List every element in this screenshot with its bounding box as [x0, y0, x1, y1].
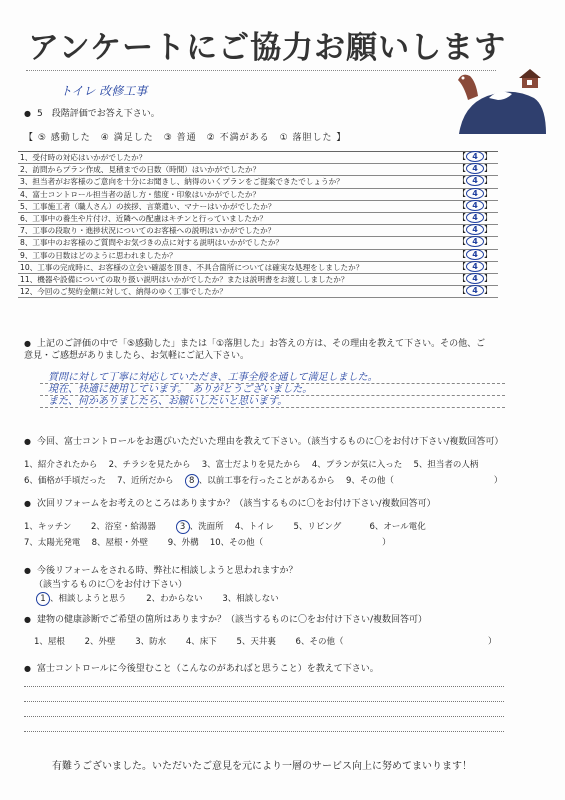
request-line[interactable]: [24, 715, 504, 717]
request-prompt: [24, 661, 379, 674]
answer-field[interactable]: [458, 224, 492, 235]
answer-value[interactable]: 4: [466, 285, 484, 296]
question-row: [18, 152, 498, 164]
answer-bracket-close: 】: [484, 286, 492, 296]
question-row: [18, 176, 498, 188]
title-underline: [26, 70, 496, 71]
answer-bracket-close: 】: [484, 212, 492, 222]
handwritten-subject: トイレ 改修工事: [60, 84, 148, 98]
answer-bracket-close: 】: [484, 225, 492, 235]
section-rating-label: 5 段階評価でお答え下さい。: [36, 109, 160, 119]
answer-bracket-open: 【: [458, 212, 466, 222]
selected-option-circle[interactable]: 1: [36, 592, 50, 606]
answer-bracket-open: 【: [458, 261, 466, 271]
answer-value[interactable]: 4: [466, 212, 484, 223]
answer-value[interactable]: 4: [466, 224, 484, 235]
answer-field[interactable]: [458, 236, 492, 247]
answer-bracket-close: 】: [484, 188, 492, 198]
selected-option-circle[interactable]: 3: [176, 520, 190, 534]
request-prompt-text: 富士コントロールに今後望むこと（こんなのがあればと思うこと）を教えて下さい。: [36, 664, 379, 674]
answer-value[interactable]: 4: [466, 163, 484, 174]
answer-value[interactable]: 4: [466, 273, 484, 284]
diagnosis-options[interactable]: 1、屋根 2、外壁 3、防水 4、床下 5、天井裏 6、その他（ ）: [34, 637, 497, 647]
comment-line[interactable]: また、何かありましたら、お願いしたいと思います。: [40, 396, 505, 408]
answer-bracket-open: 【: [458, 152, 466, 161]
answer-field[interactable]: [458, 175, 492, 186]
consult-prompt-text: 今後リフォームをされる時、弊社に相談しようと思われますか？: [36, 566, 298, 576]
question-row: [18, 164, 498, 176]
question-text: 12、今回のご契約金額に対して、納得のゆく工事でしたか？: [20, 287, 227, 297]
answer-field[interactable]: [458, 249, 492, 260]
next-reform-options-text: 、洗面所 4、トイレ 5、リビング 6、オール電化: [189, 522, 426, 532]
answer-bracket-open: 【: [458, 225, 466, 235]
next-reform-options-text: 1、キッチン 2、浴室・給湯器: [24, 522, 176, 532]
question-row: [18, 237, 498, 249]
consult-sub: （該当するものに〇をお付け下さい）: [34, 580, 188, 590]
question-text: 6、工事中の養生や片付け、近隣への配慮はキチンと行っていましたか？: [20, 213, 268, 223]
answer-value[interactable]: 4: [466, 236, 484, 247]
question-text: 4、富士コントロール担当者の話し方・態度・印象はいかがでしたか？: [20, 189, 261, 199]
question-row: [18, 225, 498, 237]
bullet-icon: ●: [24, 615, 31, 624]
comment-line[interactable]: 現在、快適に使用しています。 ありがとうございました。: [40, 384, 505, 396]
question-row: [18, 189, 498, 201]
answer-value[interactable]: 4: [466, 188, 484, 199]
reason-options-text: 、以前工事を行ったことがあるから 9、その他（: [198, 476, 394, 486]
answer-bracket-open: 【: [458, 200, 466, 210]
reason-options-text: ）: [493, 476, 503, 486]
request-line[interactable]: [24, 730, 504, 732]
answer-bracket-close: 】: [484, 176, 492, 186]
question-row: [18, 201, 498, 213]
answer-field[interactable]: [458, 200, 492, 211]
request-line[interactable]: [24, 700, 504, 702]
question-text: 9、工事の日数はどのように思われましたか？: [20, 250, 177, 260]
reason-options-line1[interactable]: 1、紹介されたから 2、チラシを見たから 3、富士だよりを見たから 4、プランが気に入った 5、担当者の人柄: [24, 460, 479, 470]
answer-bracket-close: 】: [484, 249, 492, 259]
mascot-eye: [462, 77, 465, 80]
next-reform-options-line1[interactable]: [24, 520, 426, 534]
question-row: [18, 274, 498, 286]
request-line[interactable]: [24, 685, 504, 687]
answer-bracket-open: 【: [458, 237, 466, 247]
comment-prompt-text: 上記のご評価の中で「⑤感動した」または「①落胆した」お答えの方は、その理由を教えて下さい。その他、ご意見・ご感想がありましたら、お気軽にご記入下さい。: [24, 339, 486, 361]
answer-value[interactable]: 4: [466, 200, 484, 211]
reason-options-text: 6、価格が手頃だった 7、近所だから: [24, 476, 185, 486]
question-text: 10、工事の完成時に、お客様の立会い確認を頂き、不具合箇所については確実な処理をしましたか？: [20, 262, 364, 272]
answer-bracket-close: 】: [484, 261, 492, 271]
rating-legend: 【 ⑤ 感動した ④ 満足した ③ 普通 ② 不満がある ① 落胆した 】: [24, 133, 347, 143]
section-rating-heading: [24, 106, 160, 119]
answer-field[interactable]: [458, 188, 492, 199]
answer-bracket-open: 【: [458, 273, 466, 283]
reason-prompt-text: 今回、富士コントロールをお選びいただいた理由を教えて下さい。（該当するものに〇をお付け下さい/複数回答可）: [36, 437, 504, 447]
diagnosis-prompt-text: 建物の健康診断でご希望の箇所はありますか？（該当するものに〇をお付け下さい/複数回答可）: [36, 615, 428, 625]
mascot-roof: [519, 69, 541, 78]
answer-bracket-open: 【: [458, 286, 466, 296]
bullet-icon: ●: [24, 109, 31, 118]
answer-bracket-close: 】: [484, 200, 492, 210]
question-text: 11、機器や設備についての取り扱い説明はいかがでしたか？または説明書をお渡ししましたか？: [20, 274, 349, 284]
next-reform-prompt: [24, 496, 436, 509]
answer-bracket-close: 】: [484, 237, 492, 247]
answer-bracket-open: 【: [458, 176, 466, 186]
question-text: 2、訪問からプラン作成、見積までの日数（時間）はいかがでしたか？: [20, 165, 261, 175]
question-row: [18, 250, 498, 262]
diagnosis-prompt: [24, 612, 427, 625]
bullet-icon: ●: [24, 664, 31, 673]
bullet-icon: ●: [24, 437, 31, 446]
answer-bracket-close: 】: [484, 152, 492, 161]
question-row: [18, 213, 498, 225]
answer-value[interactable]: 4: [466, 261, 484, 272]
answer-bracket-open: 【: [458, 249, 466, 259]
question-text: 3、担当者がお客様のご意向を十分にお聞きし、納得のいくプランをご提案できたでしょうか？: [20, 177, 344, 187]
answer-value[interactable]: 4: [466, 151, 484, 162]
reason-options-line2[interactable]: [24, 474, 502, 488]
answer-value[interactable]: 4: [466, 249, 484, 260]
answer-field[interactable]: [458, 163, 492, 174]
consult-options[interactable]: [36, 592, 279, 606]
answer-field[interactable]: [458, 212, 492, 223]
reason-prompt: [24, 434, 503, 447]
question-row: [18, 262, 498, 274]
bullet-icon: ●: [24, 499, 31, 508]
answer-field[interactable]: [458, 285, 492, 296]
answer-bracket-close: 】: [484, 273, 492, 283]
question-text: 1、受付時の対応はいかがでしたか？: [20, 153, 147, 162]
mascot-window: [527, 80, 532, 85]
answer-bracket-open: 【: [458, 164, 466, 174]
bullet-icon: ●: [24, 339, 31, 348]
comment-area[interactable]: [40, 372, 505, 408]
page-title: アンケートにご協力お願いします: [28, 30, 507, 66]
bullet-icon: ●: [24, 566, 31, 575]
answer-value[interactable]: 4: [466, 175, 484, 186]
answer-field[interactable]: [458, 273, 492, 284]
question-row: [18, 286, 498, 298]
question-text: 5、工事施工者（職人さん）の挨拶、言葉遣い、マナーはいかがでしたか？: [20, 201, 276, 211]
next-reform-prompt-text: 次回リフォームをお考えのところはありますか？（該当するものに〇をお付け下さい/複数回答可）: [36, 499, 436, 509]
selected-option-circle[interactable]: 8: [185, 474, 199, 488]
answer-bracket-open: 【: [458, 188, 466, 198]
next-reform-options-line2[interactable]: 7、太陽光発電 8、屋根・外壁 9、外構 10、その他（ ）: [24, 538, 391, 548]
mascot-illustration: [454, 66, 549, 136]
consult-prompt: [24, 563, 298, 576]
question-text: 7、工事の段取り・進捗状況についてのお客様への説明はいかがでしたか？: [20, 226, 276, 236]
question-text: 8、工事中のお客様のご質問やお気づきの点に対する説明はいかがでしたか？: [20, 238, 284, 248]
answer-field[interactable]: [458, 151, 492, 162]
consult-options-text: 、相談しようと思う 2、わからない 3、相談しない: [50, 594, 279, 604]
mascot-head: [458, 75, 478, 100]
comment-line[interactable]: 質問に対して丁寧に対応していただき、工事全般を通して満足しました。: [40, 372, 505, 384]
thank-you-footer: 有難うございました。いただいたご意見を元により一層のサービス向上に努めてまいります！: [52, 761, 472, 772]
answer-bracket-close: 】: [484, 164, 492, 174]
question-table: [18, 151, 498, 298]
comment-prompt: [24, 338, 494, 362]
answer-field[interactable]: [458, 261, 492, 272]
